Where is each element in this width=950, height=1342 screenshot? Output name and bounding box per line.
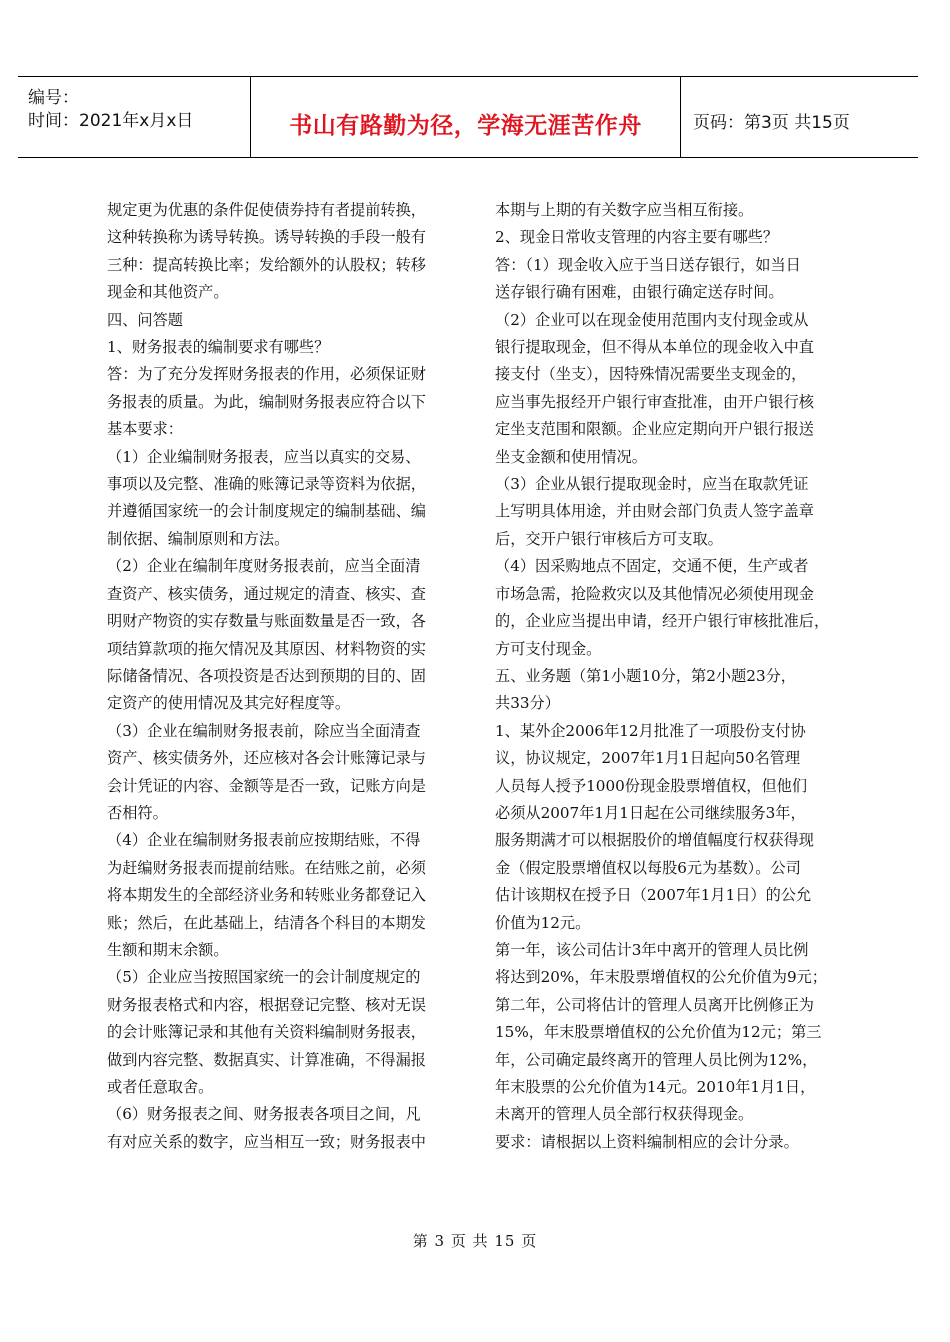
text-line: 必须从2007年1月1日起在公司继续服务3年， <box>495 803 806 822</box>
text-line: 这种转换称为诱导转换。诱导转换的手段一般有 <box>107 228 426 247</box>
text-line: 本期与上期的有关数字应当相互衔接。 <box>495 201 754 219</box>
text-line: 答：（1）现金收入应于当日送存银行，如当日 <box>495 255 801 274</box>
text-line: 1、财务报表的编制要求有哪些？ <box>107 338 330 357</box>
text-line: 坐支金额和使用情况。 <box>495 447 647 466</box>
text-line: 人员每人授予1000份现金股票增值权，但他们 <box>495 776 808 795</box>
text-line: 项结算款项的拖欠情况及其原因、材料物资的实 <box>107 639 426 658</box>
text-line: 年，公司确定最终离开的管理人员比例为12%， <box>495 1050 818 1069</box>
text-line: 将达到20%，年末股票增值权的公允价值为9元； <box>495 968 827 987</box>
text-line: 际储备情况、各项投资是否达到预期的目的、固 <box>107 666 426 685</box>
text-line: 明财产物资的实存数量与账面数量是否一致，各 <box>107 612 426 631</box>
document-number: 编号： <box>28 88 79 108</box>
text-line: 市场急需，抢险救灾以及其他情况必须使用现金 <box>495 584 814 603</box>
text-line: 查资产、核实债务，通过规定的清查、核实、查 <box>107 584 426 603</box>
header-meta-cell <box>18 77 251 157</box>
text-line: 1、某外企2006年12月批准了一项股份支付协 <box>495 721 806 740</box>
text-line: 事项以及完整、准确的账簿记录等资料为依据， <box>107 475 426 494</box>
text-line: （2）企业在编制年度财务报表前，应当全面清 <box>107 557 421 576</box>
text-line: （4）企业在编制财务报表前应按期结账，不得 <box>107 831 421 850</box>
text-line: 上写明具体用途，并由财会部门负责人签字盖章 <box>495 502 814 521</box>
text-line: 答：为了充分发挥财务报表的作用，必须保证财 <box>107 365 426 384</box>
text-line: （1）企业编制财务报表，应当以真实的交易、 <box>107 447 421 466</box>
text-line: 要求：请根据以上资料编制相应的会计分录。 <box>495 1132 799 1151</box>
left-text-column <box>107 197 459 1156</box>
text-line: （2）企业可以在现金使用范围内支付现金或从 <box>495 310 809 329</box>
text-line: 三种：提高转换比率；发给额外的认股权；转移 <box>107 255 426 274</box>
text-line: 银行提取现金，但不得从本单位的现金收入中直 <box>495 338 814 357</box>
text-line: 或者任意取舍。 <box>107 1078 214 1096</box>
text-line: 后，交开户银行审核后方可支取。 <box>495 529 723 548</box>
text-line: 金（假定股票增值权以每股6元为基数）。公司 <box>495 858 801 877</box>
text-line: 务报表的质量。为此，编制财务报表应符合以下 <box>107 392 426 411</box>
text-line: 服务期满才可以根据股价的增值幅度行权获得现 <box>495 831 814 850</box>
text-line: 并遵循国家统一的会计制度规定的编制基础、编 <box>107 502 426 521</box>
text-line: 制依据、编制原则和方法。 <box>107 529 290 548</box>
text-line: （6）财务报表之间、财务报表各项目之间，凡 <box>107 1105 421 1124</box>
text-line: 规定更为优惠的条件促使债券持有者提前转换， <box>107 201 426 219</box>
text-line: 四、问答题 <box>107 310 183 329</box>
text-line: 定坐支范围和限额。企业应定期向开户银行报送 <box>495 420 814 439</box>
text-line: 定资产的使用情况及其完好程度等。 <box>107 694 350 713</box>
text-line: 估计该期权在授予日（2007年1月1日）的公允 <box>495 886 812 905</box>
text-line: 做到内容完整、数据真实、计算准确，不得漏报 <box>107 1050 426 1069</box>
text-line: 否相符。 <box>107 803 168 822</box>
document-date: 时间：2021年x月x日 <box>28 111 194 131</box>
text-line: 共33分） <box>495 694 560 713</box>
text-line: 的，企业应当提出申请，经开户银行审核批准后， <box>495 612 830 631</box>
text-line: （4）因采购地点不固定，交通不便，生产或者 <box>495 557 809 576</box>
text-line: 15%，年末股票增值权的公允价值为12元；第三 <box>495 1023 822 1042</box>
text-line: 年末股票的公允价值为14元。2010年1月1日， <box>495 1078 816 1096</box>
header-motto: 书山有路勤为径，学海无涯苦作舟 <box>289 113 642 139</box>
text-line: 财务报表格式和内容，根据登记完整、核对无误 <box>107 995 426 1014</box>
text-line: 为赶编财务报表而提前结账。在结账之前，必须 <box>107 858 426 877</box>
text-line: 有对应关系的数字，应当相互一致；财务报表中 <box>107 1132 426 1151</box>
text-line: （5）企业应当按照国家统一的会计制度规定的 <box>107 968 421 987</box>
header-page-cell <box>681 77 918 157</box>
text-line: 基本要求： <box>107 420 183 439</box>
text-line: 第二年，公司将估计的管理人员离开比例修正为 <box>495 995 814 1014</box>
text-line: 五、业务题（第1小题10分，第2小题23分， <box>495 666 796 685</box>
text-line: 现金和其他资产。 <box>107 283 229 302</box>
text-line: 接支付（坐支），因特殊情况需要坐支现金的， <box>495 365 807 384</box>
text-line: 第一年，该公司估计3年中离开的管理人员比例 <box>495 940 809 959</box>
text-line: 送存银行确有困难，由银行确定送存时间。 <box>495 283 784 302</box>
right-text-column <box>495 197 847 1156</box>
page-footer: 第 3 页 共 15 页 <box>412 1232 538 1250</box>
text-line: 价值为12元。 <box>495 913 591 932</box>
text-line: 方可支付现金。 <box>495 639 602 658</box>
text-line: 未离开的管理人员全部行权获得现金。 <box>495 1105 754 1124</box>
text-line: 账；然后，在此基础上，结清各个科目的本期发 <box>107 913 426 932</box>
text-line: 生额和期末余额。 <box>107 940 229 959</box>
text-line: 2、现金日常收支管理的内容主要有哪些？ <box>495 228 779 247</box>
text-line: 应当事先报经开户银行审查批准，由开户银行核 <box>495 392 814 411</box>
text-line: （3）企业在编制财务报表前，除应当全面清查 <box>107 721 421 740</box>
text-line: 会计凭证的内容、金额等是否一致，记账方向是 <box>107 776 426 795</box>
header-page-number: 页码：第3页 共15页 <box>693 113 850 133</box>
header-motto-cell <box>251 77 681 157</box>
text-line: 的会计账簿记录和其他有关资料编制财务报表， <box>107 1023 426 1042</box>
page-header <box>18 76 918 158</box>
text-line: 议，协议规定，2007年1月1日起向50名管理 <box>495 749 801 768</box>
text-line: （3）企业从银行提取现金时，应当在取款凭证 <box>495 475 809 494</box>
text-line: 资产、核实债务外，还应核对各会计账簿记录与 <box>107 749 426 768</box>
text-line: 将本期发生的全部经济业务和转账业务都登记入 <box>107 886 426 905</box>
